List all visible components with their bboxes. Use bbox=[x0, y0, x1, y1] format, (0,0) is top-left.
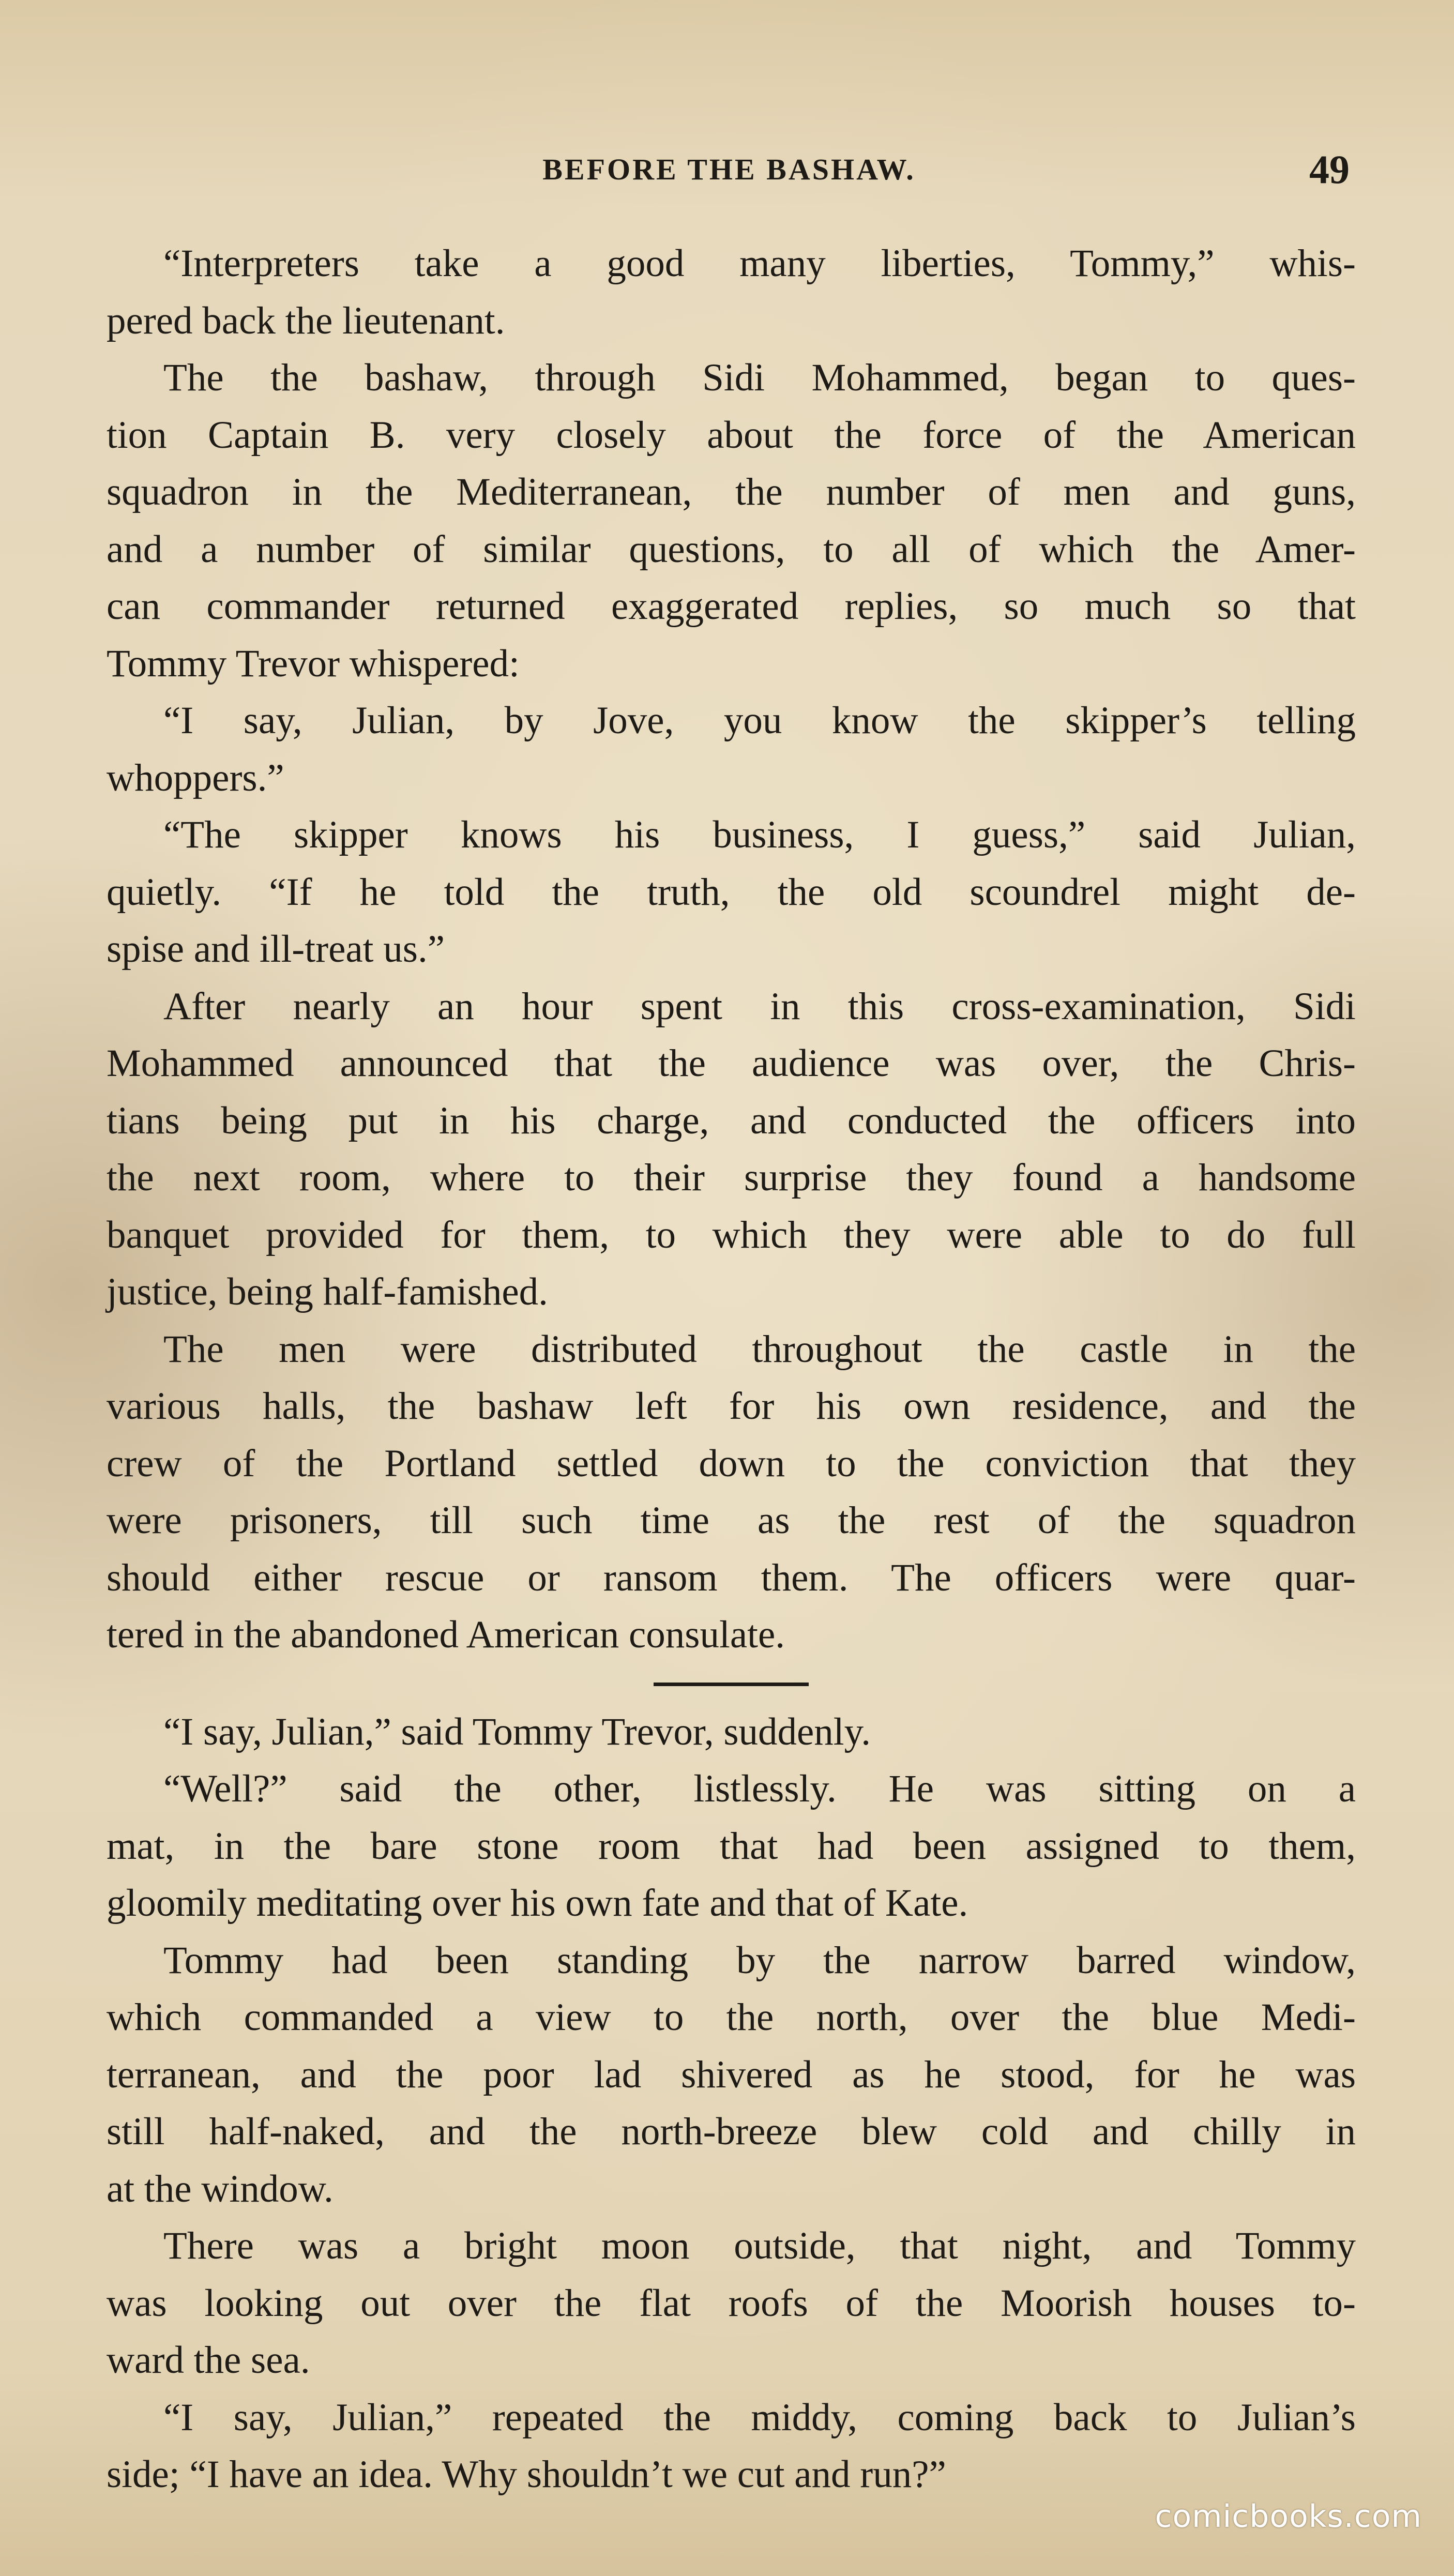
paragraph bbox=[107, 1761, 1356, 1932]
paragraph bbox=[107, 350, 1356, 692]
watermark: comicbooks.com bbox=[1155, 2498, 1422, 2535]
running-head: BEFORE THE BASHAW. bbox=[542, 153, 916, 186]
text-line: tered in the abandoned American consulate. bbox=[107, 1613, 785, 1656]
text-line: which commanded a view to the north, over the blue Medi- bbox=[107, 1996, 1356, 2039]
text-line: quietly. “If he told the truth, the old scoundrel might de- bbox=[107, 870, 1356, 914]
text-line: “I say, Julian, by Jove, you know the skipper’s telling bbox=[163, 699, 1356, 742]
text-line: Tommy had been standing by the narrow barred window, bbox=[163, 1938, 1356, 1982]
text-line: the next room, where to their surprise they found a handsome bbox=[107, 1156, 1356, 1199]
text-line: “I say, Julian,” repeated the middy, coming back to Julian’s bbox=[163, 2396, 1356, 2439]
text-line: banquet provided for them, to which they were able to do full bbox=[107, 1213, 1356, 1256]
text-line: was looking out over the flat roofs of the Moorish houses to- bbox=[107, 2281, 1356, 2325]
text-line: The the bashaw, through Sidi Mohammed, began to ques- bbox=[163, 356, 1356, 399]
text-line: “Well?” said the other, listlessly. He was sitting on a bbox=[163, 1767, 1356, 1810]
text-line: were prisoners, till such time as the rest of the squadron bbox=[107, 1499, 1356, 1542]
text-line: tians being put in his charge, and conducted the officers into bbox=[107, 1099, 1356, 1142]
text-line: tion Captain B. very closely about the force of the American bbox=[107, 413, 1356, 457]
text-line: spise and ill-treat us.” bbox=[107, 928, 445, 971]
paragraph bbox=[107, 807, 1356, 978]
text-line: various halls, the bashaw left for his own residence, and the bbox=[107, 1385, 1356, 1428]
text-line: squadron in the Mediterranean, the number of men and guns, bbox=[107, 471, 1356, 513]
text-line: should either rescue or ransom them. The officers were quar- bbox=[107, 1556, 1356, 1599]
text-line: ward the sea. bbox=[107, 2339, 310, 2382]
page-number: 49 bbox=[1309, 147, 1350, 192]
text-line: mat, in the bare stone room that had been assigned to them, bbox=[107, 1824, 1356, 1868]
text-line: The men were distributed throughout the castle in the bbox=[163, 1327, 1356, 1371]
text-line: still half-naked, and the north-breeze blew cold and chilly in bbox=[107, 2110, 1356, 2153]
text-line: and a number of similar questions, to all of which the Amer- bbox=[107, 527, 1356, 571]
text-line: terranean, and the poor lad shivered as he stood, for he was bbox=[107, 2053, 1356, 2096]
paragraph bbox=[107, 2389, 1356, 2504]
text-line: gloomily meditating over his own fate and that of Kate. bbox=[107, 1882, 968, 1925]
text-line: After nearly an hour spent in this cross-examination, Sidi bbox=[163, 984, 1356, 1028]
paragraph bbox=[107, 1932, 1356, 2218]
paragraph bbox=[107, 692, 1356, 807]
paragraph bbox=[107, 235, 1356, 350]
text-line: Tommy Trevor whispered: bbox=[107, 642, 520, 685]
body-text bbox=[107, 235, 1356, 2504]
text-line: There was a bright moon outside, that night, and Tommy bbox=[163, 2224, 1356, 2267]
text-line: Mohammed announced that the audience was over, the Chris- bbox=[107, 1042, 1356, 1085]
section-divider bbox=[654, 1683, 809, 1686]
text-line: side; “I have an idea. Why shouldn’t we cut and run?” bbox=[107, 2453, 946, 2496]
text-line: whoppers.” bbox=[107, 756, 284, 799]
text-line: crew of the Portland settled down to the conviction that they bbox=[107, 1442, 1356, 1485]
text-line: “The skipper knows his business, I guess,” said Julian, bbox=[163, 813, 1356, 856]
paragraph bbox=[107, 1321, 1356, 1664]
text-line: can commander returned exaggerated replies, so much so that bbox=[107, 585, 1356, 628]
paragraph bbox=[107, 1704, 1356, 1761]
text-line: “Interpreters take a good many liberties, Tommy,” whis- bbox=[163, 242, 1356, 285]
page-header bbox=[109, 139, 1350, 201]
text-line: at the window. bbox=[107, 2167, 334, 2210]
text-line: “I say, Julian,” said Tommy Trevor, suddenly. bbox=[163, 1710, 871, 1753]
paragraph bbox=[107, 978, 1356, 1321]
paragraph bbox=[107, 2218, 1356, 2389]
text-line: justice, being half-famished. bbox=[107, 1270, 548, 1313]
text-line: pered back the lieutenant. bbox=[107, 299, 505, 342]
